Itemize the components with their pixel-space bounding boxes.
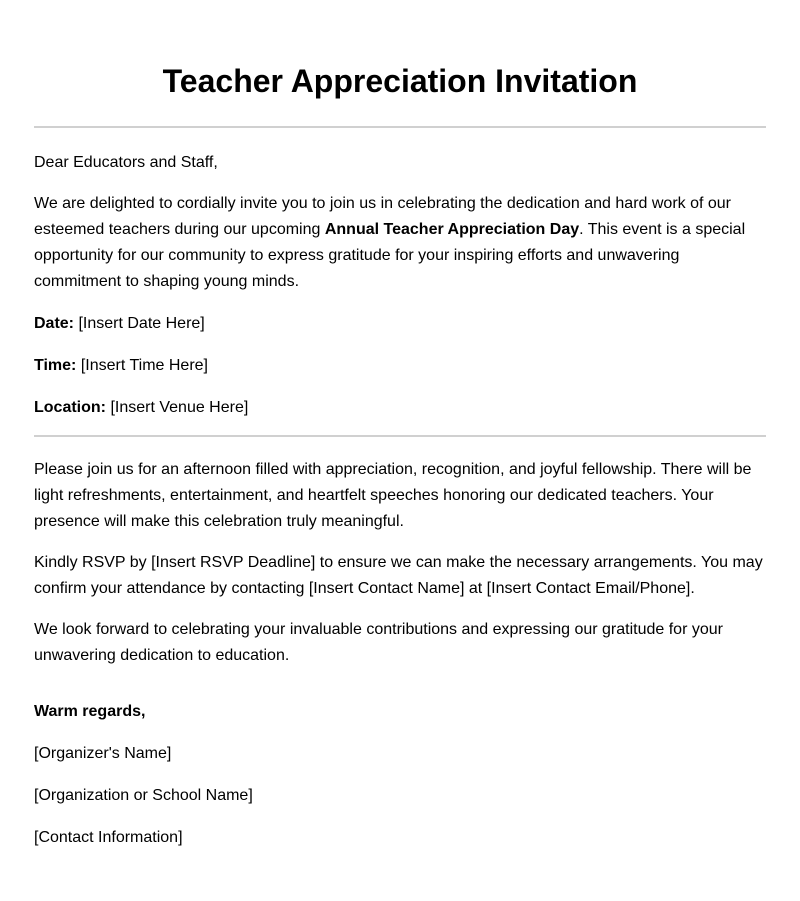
- location-line: [34, 395, 766, 421]
- celebration-paragraph: Please join us for an afternoon filled with appreciation, recognition, and joyful fellowship. There will be light refreshments, entertainment, and heartfelt speeches honoring our dedicated teachers. Your presence will make this celebration truly meaningful.: [34, 461, 752, 530]
- location-label: Location:: [34, 399, 106, 416]
- page-title: Teacher Appreciation Invitation: [162, 63, 638, 99]
- intro-text-before: We are delighted to cordially invite you to join us in celebrating the dedication and hard work of our esteemed teachers during our upcoming: [34, 195, 732, 238]
- time-label: Time:: [34, 357, 77, 374]
- time-value: [Insert Time Here]: [76, 357, 208, 374]
- signature-organizer: [Organizer's Name]: [34, 745, 172, 762]
- divider-middle: [34, 435, 766, 437]
- intro-text-after: . This event is a special opportunity for our community to express gratitude for your inspiring efforts and unwavering commitment to shaping young minds.: [34, 221, 746, 290]
- date-value: [Insert Date Here]: [74, 315, 205, 332]
- divider-top: [34, 126, 766, 128]
- date-line: [34, 311, 766, 337]
- gratitude-paragraph: We look forward to celebrating your invaluable contributions and expressing our gratitude for your unwavering dedication to education.: [34, 621, 723, 664]
- salutation: Dear Educators and Staff,: [34, 154, 218, 171]
- signature-contact: [Contact Information]: [34, 829, 183, 846]
- event-name: Annual Teacher Appreciation Day: [324, 221, 580, 238]
- rsvp-paragraph: Kindly RSVP by [Insert RSVP Deadline] to ensure we can make the necessary arrangements. You may confirm your attendance by contacting [Insert Contact Name] at [Insert Contact Email/Phone].: [34, 554, 763, 597]
- time-line: [34, 353, 766, 379]
- date-label: Date:: [34, 315, 75, 332]
- signature-organization: [Organization or School Name]: [34, 787, 253, 804]
- location-value: [Insert Venue Here]: [106, 399, 249, 416]
- intro-paragraph: [34, 191, 766, 295]
- closing-line: Warm regards,: [34, 703, 146, 720]
